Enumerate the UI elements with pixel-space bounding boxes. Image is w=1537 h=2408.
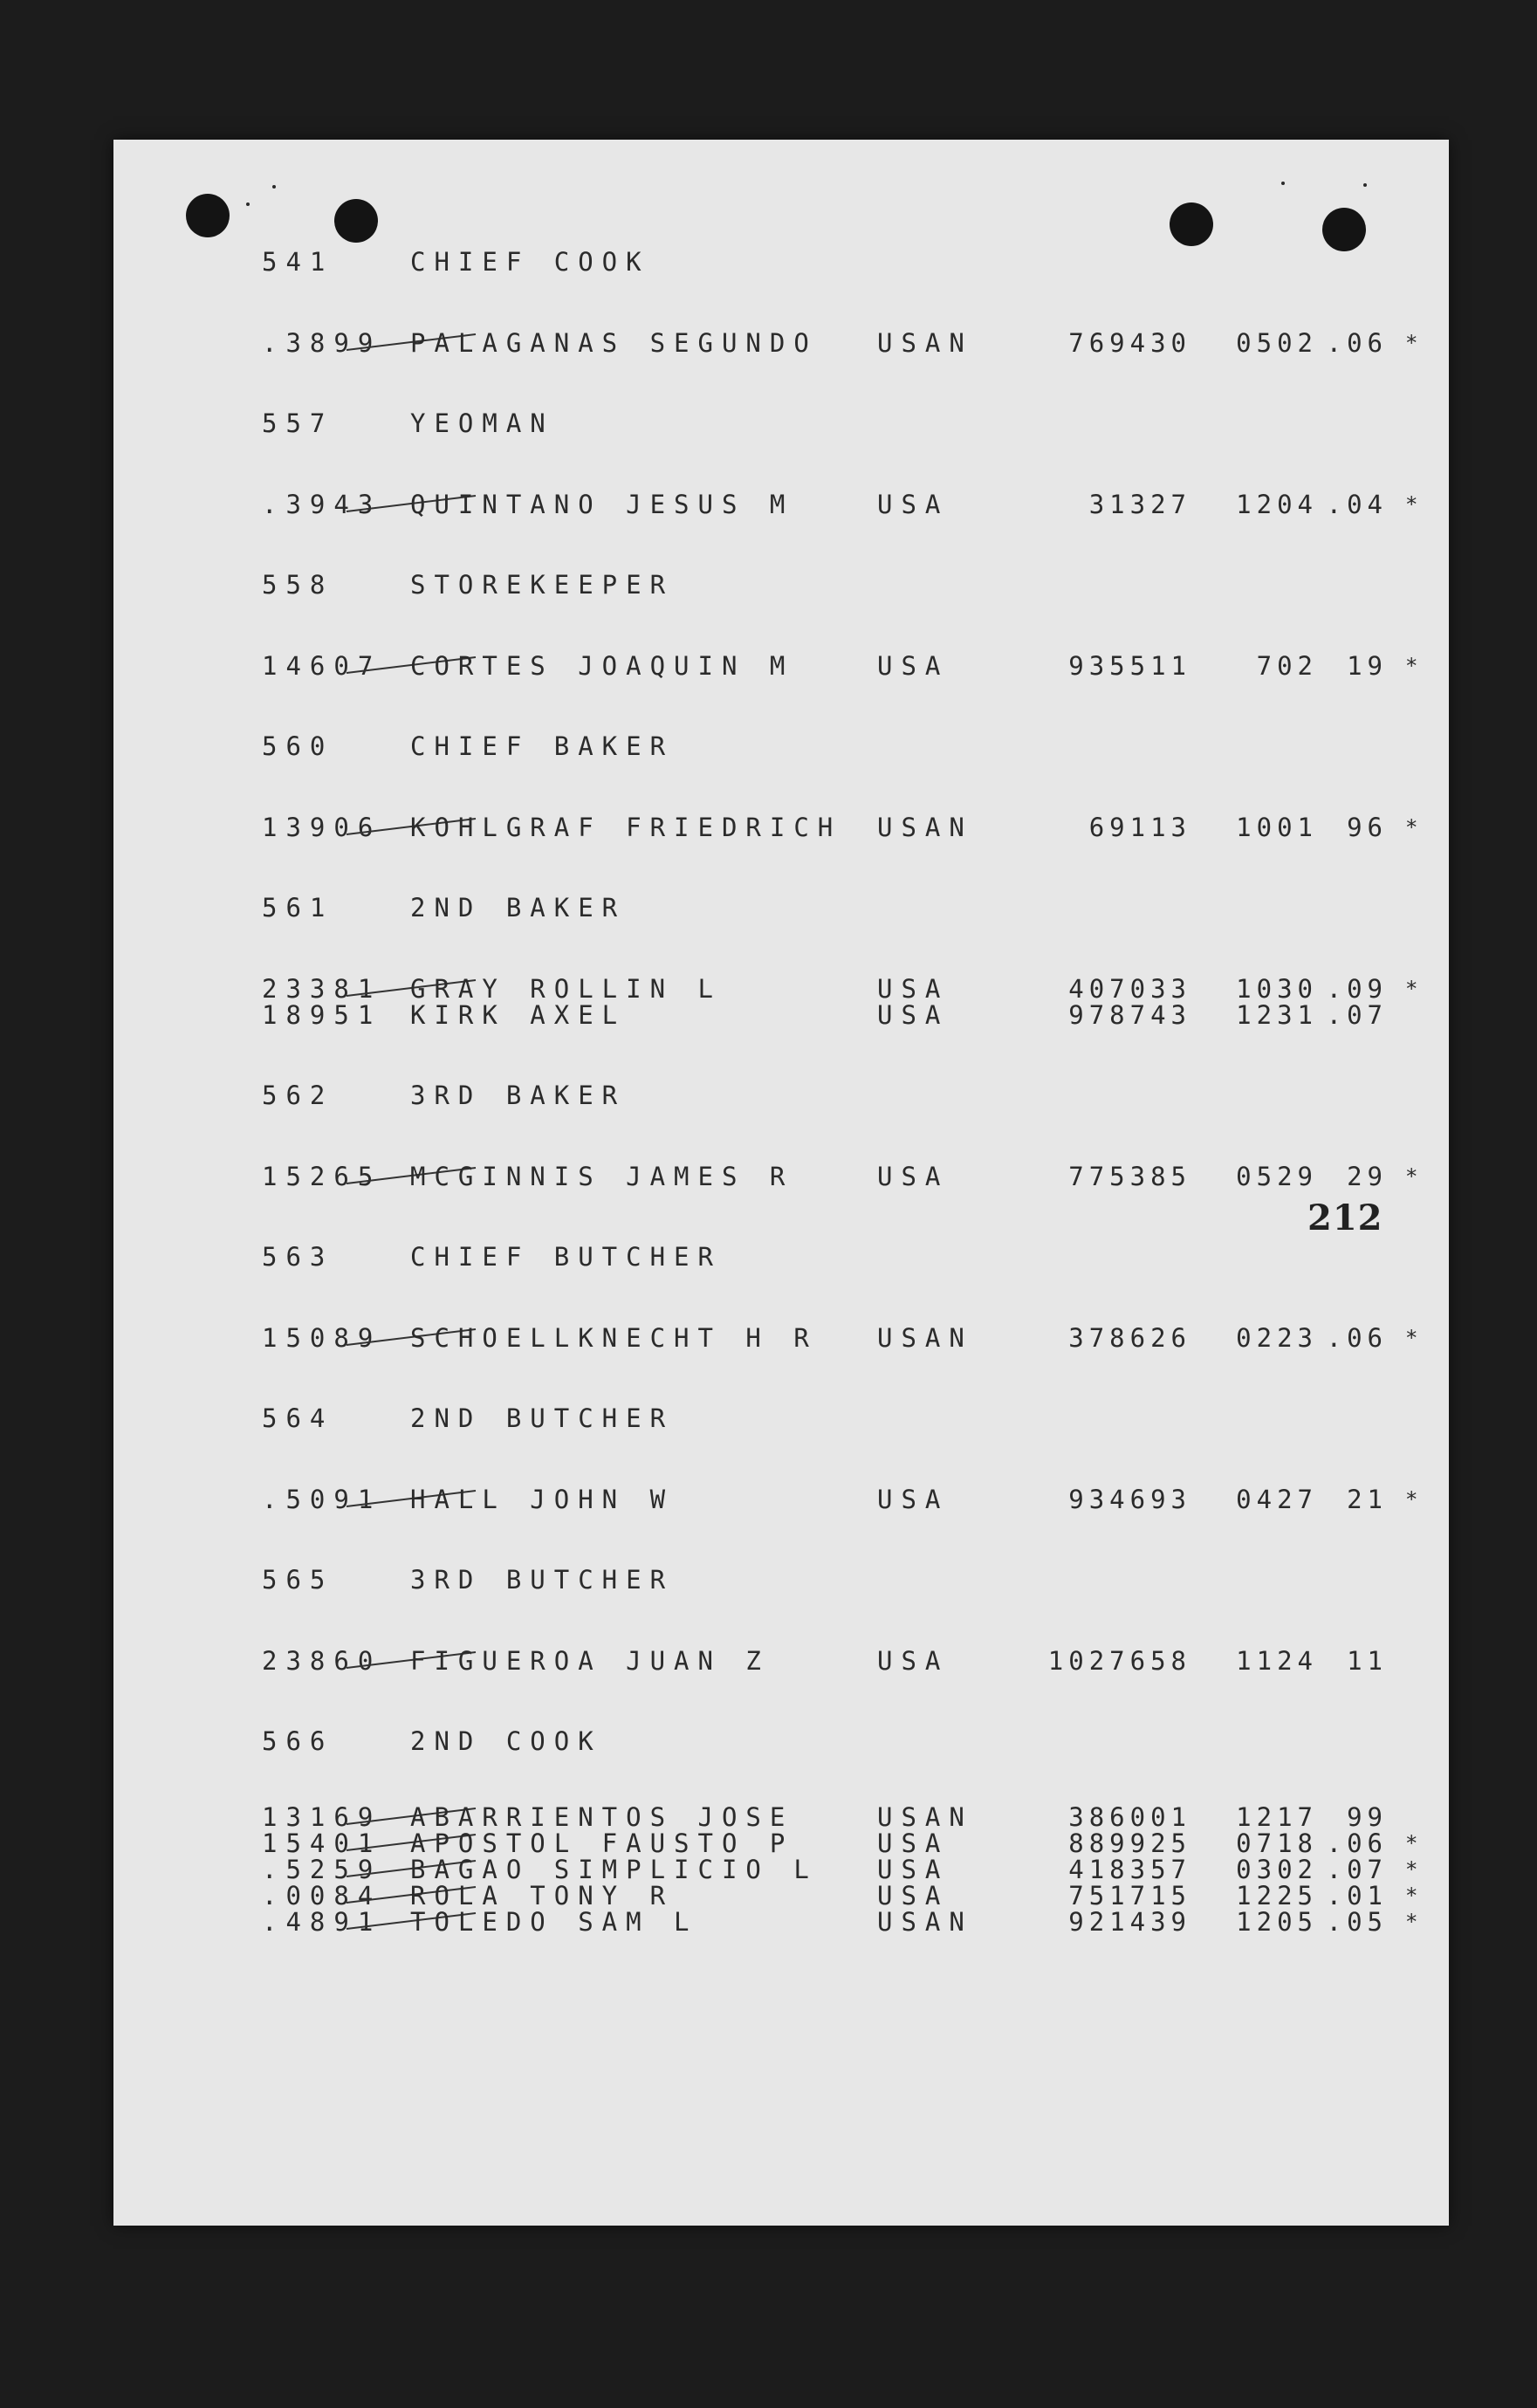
entry-row xyxy=(113,998,1388,1032)
entry-date: 0718 xyxy=(1236,1828,1318,1858)
entry-number: 407033 xyxy=(1068,974,1191,1004)
entry-mark: * xyxy=(1405,331,1418,355)
heading-code: 563 xyxy=(262,1242,334,1272)
entry-name: ABARRIENTOS JOSE xyxy=(410,1802,794,1832)
entry-number: 978743 xyxy=(1068,1000,1191,1030)
entry-row xyxy=(113,1643,1388,1678)
heading-code: 541 xyxy=(262,247,334,277)
heading-code: 560 xyxy=(262,731,334,761)
entry-value: .05 xyxy=(1326,1907,1388,1937)
entry-date: 1204 xyxy=(1236,490,1318,519)
entry-name: PALAGANAS SEGUNDO xyxy=(410,328,818,358)
entry-code: 18951 xyxy=(262,1000,382,1030)
heading-row xyxy=(113,1239,722,1274)
heading-row xyxy=(113,890,627,925)
entry-date: 1225 xyxy=(1236,1881,1318,1911)
entry-status: USAN xyxy=(877,1907,973,1937)
ink-speck xyxy=(272,185,276,189)
entry-value: .06 xyxy=(1326,328,1388,358)
heading-code: 562 xyxy=(262,1081,334,1110)
entry-number: 418357 xyxy=(1068,1855,1191,1884)
entry-mark: * xyxy=(1405,1487,1418,1512)
entry-name: GRAY ROLLIN L xyxy=(410,974,722,1004)
heading-title: CHIEF COOK xyxy=(410,247,650,277)
heading-code: 561 xyxy=(262,893,334,923)
entry-number: 751715 xyxy=(1068,1881,1191,1911)
entry-code: 14607 xyxy=(262,651,382,681)
entry-value: 29 xyxy=(1347,1162,1388,1191)
entry-code: .3899 xyxy=(262,328,382,358)
entry-number: 921439 xyxy=(1068,1907,1191,1937)
heading-code: 566 xyxy=(262,1726,334,1756)
entry-value: .06 xyxy=(1326,1828,1388,1858)
ink-speck xyxy=(1363,183,1367,187)
entry-date: 1124 xyxy=(1236,1646,1318,1676)
entry-number: 31327 xyxy=(1088,490,1191,519)
entry-name: HALL JOHN W xyxy=(410,1485,675,1514)
entry-number: 775385 xyxy=(1068,1162,1191,1191)
heading-title: 2ND BUTCHER xyxy=(410,1403,675,1433)
entry-number: 1027658 xyxy=(1047,1646,1191,1676)
entry-code: .5259 xyxy=(262,1855,382,1884)
entry-code: .0084 xyxy=(262,1881,382,1911)
ink-speck xyxy=(246,202,250,206)
heading-title: CHIEF BUTCHER xyxy=(410,1242,722,1272)
entry-date: 702 xyxy=(1256,651,1318,681)
punch-hole xyxy=(186,194,230,237)
heading-title: 2ND BAKER xyxy=(410,893,627,923)
heading-row xyxy=(113,244,650,279)
entry-date: 0502 xyxy=(1236,328,1318,358)
punch-hole xyxy=(1170,202,1213,246)
entry-code: 15089 xyxy=(262,1323,382,1353)
entry-code: 23860 xyxy=(262,1646,382,1676)
entry-status: USA xyxy=(877,1646,950,1676)
entry-status: USA xyxy=(877,1162,950,1191)
entry-status: USA xyxy=(877,1881,950,1911)
entry-value: .04 xyxy=(1326,490,1388,519)
heading-title: 3RD BUTCHER xyxy=(410,1565,675,1595)
entry-code: .3943 xyxy=(262,490,382,519)
entry-code: .5091 xyxy=(262,1485,382,1514)
entry-status: USAN xyxy=(877,1802,973,1832)
entry-number: 935511 xyxy=(1068,651,1191,681)
entry-row xyxy=(113,810,1418,845)
entry-value: 96 xyxy=(1347,813,1388,842)
entry-date: 0223 xyxy=(1236,1323,1318,1353)
entry-number: 386001 xyxy=(1068,1802,1191,1832)
entry-mark: * xyxy=(1405,654,1418,678)
entry-name: ROLA TONY R xyxy=(410,1881,675,1911)
entry-code: .4891 xyxy=(262,1907,382,1937)
entry-value: 99 xyxy=(1347,1802,1388,1832)
entry-status: USA xyxy=(877,490,950,519)
entry-value: .07 xyxy=(1326,1000,1388,1030)
entry-mark: * xyxy=(1405,1831,1418,1856)
entry-status: USA xyxy=(877,1485,950,1514)
entry-code: 15265 xyxy=(262,1162,382,1191)
entry-row xyxy=(113,1321,1418,1355)
entry-code: 15401 xyxy=(262,1828,382,1858)
entry-value: 11 xyxy=(1347,1646,1388,1676)
punch-hole xyxy=(1322,208,1366,251)
page-number-stamp: 212 xyxy=(1307,1197,1383,1238)
entry-mark: * xyxy=(1405,1910,1418,1934)
entry-date: 1030 xyxy=(1236,974,1318,1004)
entry-mark: * xyxy=(1405,977,1418,1001)
entry-row xyxy=(113,648,1418,683)
entry-row xyxy=(113,326,1418,360)
entry-status: USA xyxy=(877,1000,950,1030)
entry-status: USA xyxy=(877,1828,950,1858)
entry-status: USAN xyxy=(877,1323,973,1353)
entry-mark: * xyxy=(1405,1857,1418,1882)
heading-row xyxy=(113,567,675,602)
heading-row xyxy=(113,1078,627,1113)
entry-name: BAGAO SIMPLICIO L xyxy=(410,1855,818,1884)
heading-title: CHIEF BAKER xyxy=(410,731,675,761)
heading-code: 565 xyxy=(262,1565,334,1595)
heading-title: 2ND COOK xyxy=(410,1726,602,1756)
heading-code: 558 xyxy=(262,570,334,600)
entry-name: TOLEDO SAM L xyxy=(410,1907,698,1937)
entry-value: .07 xyxy=(1326,1855,1388,1884)
heading-code: 564 xyxy=(262,1403,334,1433)
entry-value: 21 xyxy=(1347,1485,1388,1514)
document-page xyxy=(113,140,1449,2226)
entry-number: 769430 xyxy=(1068,328,1191,358)
entry-date: 1001 xyxy=(1236,813,1318,842)
entry-row xyxy=(113,1904,1418,1939)
entry-value: .06 xyxy=(1326,1323,1388,1353)
entry-date: 1217 xyxy=(1236,1802,1318,1832)
punch-hole xyxy=(334,199,378,243)
entry-status: USA xyxy=(877,974,950,1004)
entry-name: QUINTANO JESUS M xyxy=(410,490,794,519)
entry-value: .01 xyxy=(1326,1881,1388,1911)
entry-value: 19 xyxy=(1347,651,1388,681)
entry-name: MCGINNIS JAMES R xyxy=(410,1162,794,1191)
entry-name: SCHOELLKNECHT H R xyxy=(410,1323,818,1353)
entry-status: USAN xyxy=(877,328,973,358)
heading-row xyxy=(113,729,675,764)
entry-row xyxy=(113,1482,1418,1517)
entry-mark: * xyxy=(1405,815,1418,840)
heading-row xyxy=(113,1401,675,1436)
heading-title: STOREKEEPER xyxy=(410,570,675,600)
heading-row xyxy=(113,1562,675,1597)
entry-row xyxy=(113,487,1418,522)
entry-date: 1205 xyxy=(1236,1907,1318,1937)
entry-code: 13906 xyxy=(262,813,382,842)
entry-date: 0427 xyxy=(1236,1485,1318,1514)
entry-mark: * xyxy=(1405,1326,1418,1350)
entry-value: .09 xyxy=(1326,974,1388,1004)
entry-status: USA xyxy=(877,1855,950,1884)
entry-name: CORTES JOAQUIN M xyxy=(410,651,794,681)
heading-code: 557 xyxy=(262,408,334,438)
heading-row xyxy=(113,406,554,441)
heading-title: 3RD BAKER xyxy=(410,1081,627,1110)
entry-date: 0529 xyxy=(1236,1162,1318,1191)
entry-status: USAN xyxy=(877,813,973,842)
entry-mark: * xyxy=(1405,1164,1418,1189)
entry-name: APOSTOL FAUSTO P xyxy=(410,1828,794,1858)
entry-code: 13169 xyxy=(262,1802,382,1832)
entry-status: USA xyxy=(877,651,950,681)
ink-speck xyxy=(1281,182,1285,185)
entry-name: KOHLGRAF FRIEDRICH xyxy=(410,813,842,842)
entry-name: KIRK AXEL xyxy=(410,1000,627,1030)
heading-row xyxy=(113,1724,602,1759)
entry-name: FIGUEROA JUAN Z xyxy=(410,1646,770,1676)
entry-code: 23381 xyxy=(262,974,382,1004)
entry-row xyxy=(113,1159,1418,1194)
entry-mark: * xyxy=(1405,492,1418,517)
heading-title: YEOMAN xyxy=(410,408,554,438)
entry-date: 1231 xyxy=(1236,1000,1318,1030)
entry-mark: * xyxy=(1405,1883,1418,1908)
entry-number: 69113 xyxy=(1088,813,1191,842)
entry-number: 889925 xyxy=(1068,1828,1191,1858)
entry-number: 934693 xyxy=(1068,1485,1191,1514)
entry-date: 0302 xyxy=(1236,1855,1318,1884)
entry-number: 378626 xyxy=(1068,1323,1191,1353)
